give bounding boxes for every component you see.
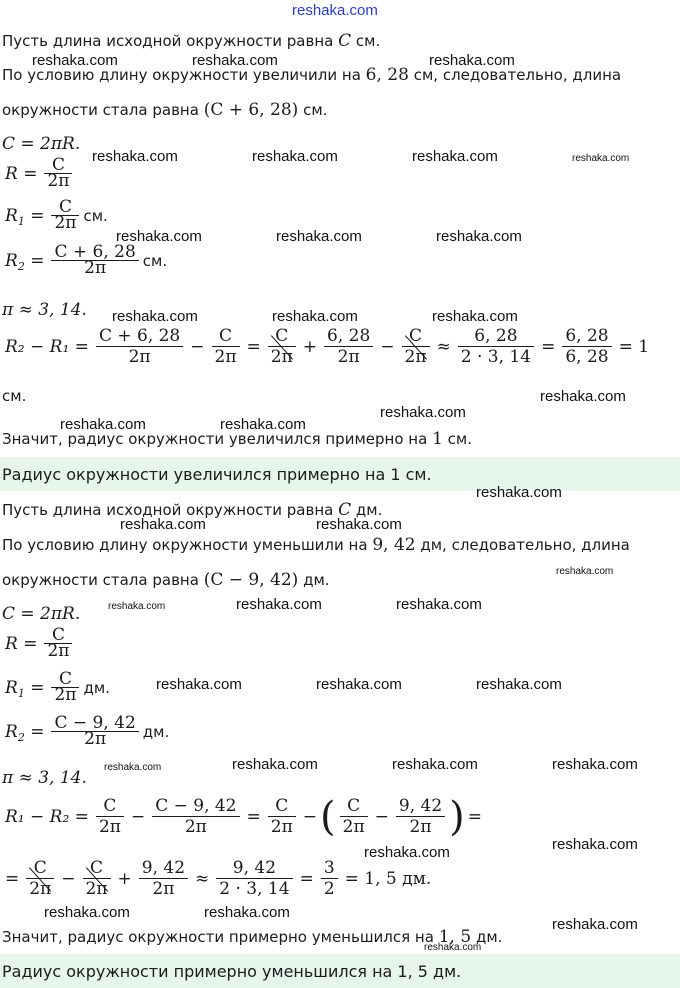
p2-R2-formula: $R_2$ = $\frac{C - 9, 42}{2\pi}$ дм. xyxy=(5,713,170,749)
p2-h1-num: C xyxy=(26,858,54,879)
p1-frac-5-crossed xyxy=(402,326,430,367)
p2-pi-approx: π ≈ 3, 14. xyxy=(2,768,87,788)
p2-answer-box xyxy=(0,954,680,988)
p2-h1-den: 2π xyxy=(29,879,52,899)
p2-h2-num: C xyxy=(83,858,111,879)
p1-R2-formula: $R_2$ = $\frac{C + 6, 28}{2\pi}$ см. xyxy=(5,242,168,278)
p1-diff-lhs: R₂ − R₁ = xyxy=(5,336,89,357)
watermark[interactable]: reshaka.com xyxy=(412,148,498,165)
p1-f3-den: 2π xyxy=(270,347,293,367)
p1-frac-2 xyxy=(212,326,240,367)
watermark[interactable]: reshaka.com xyxy=(204,904,290,921)
p2-R2-sub: 2 xyxy=(17,730,25,744)
p1-R2-lhs: R xyxy=(5,250,18,271)
p2-R2-num: C − 9, 42 xyxy=(51,716,138,732)
p2-g4-num: C xyxy=(340,796,368,817)
watermark[interactable]: reshaka.com xyxy=(476,676,562,693)
watermark[interactable]: reshaka.com xyxy=(108,601,166,612)
p2-frac-h5 xyxy=(321,858,338,899)
p2-diff-lhs: R₁ − R₂ = xyxy=(5,806,89,827)
p2-conclusion-unit: дм. xyxy=(475,928,503,946)
p1-f6-num: 6, 28 xyxy=(458,326,534,347)
p2-frac-g4 xyxy=(340,796,368,837)
p2-h5-num: 3 xyxy=(321,858,338,879)
p1-frac-7 xyxy=(562,326,611,367)
p2-h4-den: 2 · 3, 14 xyxy=(219,879,290,899)
p2-unit: дм. xyxy=(355,501,383,519)
p2-R2-lhs: R xyxy=(5,721,18,742)
p1-conclusion-unit: см. xyxy=(447,430,473,448)
p2-frac-h3 xyxy=(139,858,188,899)
site-watermark-top[interactable]: reshaka.com xyxy=(292,2,378,19)
watermark[interactable]: reshaka.com xyxy=(572,153,630,164)
p1-f1-den: 2π xyxy=(128,347,151,367)
p1-diff-unit: см. xyxy=(2,387,27,405)
p2-R-num: C xyxy=(44,628,72,644)
watermark[interactable]: reshaka.com xyxy=(252,148,338,165)
watermark[interactable]: reshaka.com xyxy=(220,416,306,433)
p2-difference-formula-2: = $\frac{C}{2\pi}$ − $\frac{C}{2\pi}$ + $\frac{9, 42}{2\pi}$ ≈ $\frac{9, 42}{2 \cdot 3, 14}$ = $\frac{3}{2}$ = 1, 5 дм. xyxy=(5,858,432,899)
p1-var-c: C xyxy=(338,31,352,51)
p1-difference-formula: R₂ − R₁ = $\frac{C + 6, 28}{2\pi}$ − $\frac{C}{2\pi}$ = $\frac{C}{2\pi}$ + $\frac{6, 28}{2\pi}$ − $\frac{C}{2\pi}$ ≈ $\frac{6, 28}{2 \cdot 3, 14}$ = $\frac{6, 28}{6, 28}$ = 1 xyxy=(5,326,650,367)
p2-intro-text: Пусть длина исходной окружности равна xyxy=(2,501,334,519)
p2-R2-unit: дм. xyxy=(142,722,170,741)
watermark[interactable]: reshaka.com xyxy=(44,904,130,921)
watermark[interactable]: reshaka.com xyxy=(396,596,482,613)
p2-frac-h2-crossed xyxy=(83,858,111,899)
p2-R1-fraction xyxy=(51,669,79,705)
watermark[interactable]: reshaka.com xyxy=(92,148,178,165)
p2-h3-num: 9, 42 xyxy=(139,858,188,879)
p1-R1-sub: 1 xyxy=(17,214,25,228)
p1-f5-num: C xyxy=(402,326,430,347)
p1-cond-b: см, следовательно, длина xyxy=(413,66,622,84)
p2-R1-num: C xyxy=(51,672,79,688)
p1-R2-num: C + 6, 28 xyxy=(51,245,138,261)
watermark[interactable]: reshaka.com xyxy=(429,52,515,69)
p2-frac-g1 xyxy=(96,796,124,837)
p2-h2-den: 2π xyxy=(85,879,108,899)
p1-f2-den: 2π xyxy=(214,347,237,367)
p2-R1-unit: дм. xyxy=(83,678,110,697)
p2-frac-g5 xyxy=(396,796,445,837)
p2-cond-b: дм, следовательно, длина xyxy=(420,536,630,554)
p1-f6-den: 2 · 3, 14 xyxy=(460,347,532,367)
p2-new-len-unit: дм. xyxy=(303,571,330,589)
p2-frac-h4 xyxy=(216,858,292,899)
p1-delta: 6, 28 xyxy=(365,65,409,85)
p2-result: = 1, 5 дм. xyxy=(344,868,432,889)
p2-eq-circumference: C = 2πR. xyxy=(2,604,81,624)
p2-h3-den: 2π xyxy=(152,879,175,899)
watermark[interactable]: reshaka.com xyxy=(116,228,202,245)
p2-R-den: 2π xyxy=(47,641,70,661)
watermark[interactable]: reshaka.com xyxy=(476,484,562,501)
p2-conclusion-val: 1, 5 xyxy=(438,927,472,947)
p2-new-len: (C − 9, 42) xyxy=(203,570,299,590)
p1-conclusion-text: Значит, радиус окружности увеличился примерно на xyxy=(2,430,428,448)
watermark[interactable]: reshaka.com xyxy=(432,308,518,325)
p1-R1-lhs: R xyxy=(5,205,18,226)
p1-R-formula xyxy=(2,155,76,191)
p2-g3-den: 2π xyxy=(270,817,293,837)
p2-R2-den: 2π xyxy=(84,729,107,749)
watermark[interactable]: reshaka.com xyxy=(120,516,206,533)
p1-new-len: (C + 6, 28) xyxy=(203,100,299,120)
watermark[interactable]: reshaka.com xyxy=(552,916,638,933)
watermark[interactable]: reshaka.com xyxy=(540,388,626,405)
p1-R-fraction xyxy=(44,155,72,191)
p2-conclusion-text: Значит, радиус окружности примерно уменьшился на xyxy=(2,928,434,946)
p1-R-den: 2π xyxy=(47,171,70,191)
p2-h5-den: 2 xyxy=(323,879,335,899)
p1-new-len-unit: см. xyxy=(303,101,328,119)
watermark[interactable]: reshaka.com xyxy=(276,228,362,245)
p1-intro-line xyxy=(2,31,380,51)
p1-conclusion-val: 1 xyxy=(432,429,443,449)
p2-R1-formula: $R_1$ = $\frac{C}{2\pi}$ дм. xyxy=(5,669,110,705)
p1-cond-c: окружности стала равна xyxy=(2,101,199,119)
p1-f5-den: 2π xyxy=(404,347,427,367)
watermark[interactable]: reshaka.com xyxy=(552,836,638,853)
watermark[interactable]: reshaka.com xyxy=(232,756,318,773)
p2-g5-den: 2π xyxy=(409,817,432,837)
p2-difference-formula-1: R₁ − R₂ = $\frac{C}{2\pi}$ − $\frac{C - 9, 42}{2\pi}$ = $\frac{C}{2\pi}$ − ( $\frac{C}{2\pi}$ − $\frac{9, 42}{2\pi}$ ) = xyxy=(5,793,482,840)
p2-g3-num: C xyxy=(268,796,296,817)
p1-R1-den: 2π xyxy=(54,213,77,233)
p1-R1-formula: $R_1$ = $\frac{C}{2\pi}$ см. xyxy=(5,197,108,233)
p1-frac-4 xyxy=(324,326,373,367)
watermark[interactable]: reshaka.com xyxy=(60,416,146,433)
p2-R1-sub: 1 xyxy=(17,686,25,700)
p2-var-c: C xyxy=(338,500,352,520)
watermark[interactable]: reshaka.com xyxy=(192,52,278,69)
watermark[interactable]: reshaka.com xyxy=(156,676,242,693)
p1-frac-6 xyxy=(458,326,534,367)
p1-intro-text: Пусть длина исходной окружности равна xyxy=(2,32,334,50)
watermark[interactable]: reshaka.com xyxy=(32,52,118,69)
p1-eq-circumference: C = 2πR. xyxy=(2,134,81,154)
p1-R-num: C xyxy=(44,158,72,174)
p1-R2-sub: 2 xyxy=(17,259,25,273)
p2-frac-g3 xyxy=(268,796,296,837)
p1-f4-den: 2π xyxy=(337,347,360,367)
watermark[interactable]: reshaka.com xyxy=(364,844,450,861)
p1-f4-num: 6, 28 xyxy=(324,326,373,347)
p2-R1-lhs: R xyxy=(5,677,18,698)
p1-f7-num: 6, 28 xyxy=(562,326,611,347)
p2-delta: 9, 42 xyxy=(372,535,416,555)
p1-R-lhs: R = xyxy=(5,163,38,184)
p2-cond-c: окружности стала равна xyxy=(2,571,199,589)
p2-open-paren: ( xyxy=(320,793,336,840)
p1-frac-3-crossed xyxy=(268,326,296,367)
p1-cond-a: По условию длину окружности увеличили на xyxy=(2,66,361,84)
p1-frac-1 xyxy=(96,326,183,367)
p2-new-length-line xyxy=(2,570,330,590)
watermark[interactable]: reshaka.com xyxy=(424,942,482,953)
watermark[interactable]: reshaka.com xyxy=(552,756,638,773)
p2-answer-text: Радиус окружности примерно уменьшился на 1, 5 дм. xyxy=(2,961,462,981)
p1-answer-text: Радиус окружности увеличился примерно на 1 см. xyxy=(2,464,432,484)
p1-R1-fraction xyxy=(51,197,79,233)
p2-R-fraction xyxy=(44,625,72,661)
p1-f7-den: 6, 28 xyxy=(565,347,609,367)
p2-R-lhs: R = xyxy=(5,633,38,654)
watermark[interactable]: reshaka.com xyxy=(272,308,358,325)
p1-new-length-line xyxy=(2,100,327,120)
watermark[interactable]: reshaka.com xyxy=(316,516,402,533)
p2-cond-a: По условию длину окружности уменьшили на xyxy=(2,536,368,554)
p1-unit: см. xyxy=(355,32,381,50)
p2-g1-num: C xyxy=(96,796,124,817)
p2-R-formula xyxy=(2,625,76,661)
p2-g2-den: 2π xyxy=(184,817,207,837)
p1-R2-den: 2π xyxy=(84,258,107,278)
p1-R1-unit: см. xyxy=(83,206,108,225)
watermark[interactable]: reshaka.com xyxy=(316,676,402,693)
p1-R1-num: C xyxy=(51,200,79,216)
p1-R2-unit: см. xyxy=(142,251,168,270)
p1-answer-box xyxy=(0,457,680,491)
p2-h4-num: 9, 42 xyxy=(216,858,292,879)
watermark[interactable]: reshaka.com xyxy=(392,756,478,773)
p1-f3-num: C xyxy=(268,326,296,347)
watermark[interactable]: reshaka.com xyxy=(436,228,522,245)
p1-f1-num: C + 6, 28 xyxy=(96,326,183,347)
p2-frac-g2 xyxy=(152,796,239,837)
p2-condition-line xyxy=(2,535,630,555)
p1-pi-approx: π ≈ 3, 14. xyxy=(2,300,87,320)
p1-diff-result: = 1 xyxy=(618,336,650,357)
p2-g2-num: C − 9, 42 xyxy=(152,796,239,817)
watermark[interactable]: reshaka.com xyxy=(112,308,198,325)
watermark[interactable]: reshaka.com xyxy=(236,596,322,613)
p2-close-paren: ) xyxy=(449,793,465,840)
p2-g5-num: 9, 42 xyxy=(396,796,445,817)
p2-g4-den: 2π xyxy=(342,817,365,837)
p2-frac-h1-crossed xyxy=(26,858,54,899)
watermark[interactable]: reshaka.com xyxy=(556,566,614,577)
watermark[interactable]: reshaka.com xyxy=(380,404,466,421)
p2-g1-den: 2π xyxy=(98,817,121,837)
watermark[interactable]: reshaka.com xyxy=(104,762,162,773)
p2-R1-den: 2π xyxy=(54,685,77,705)
p1-f2-num: C xyxy=(212,326,240,347)
